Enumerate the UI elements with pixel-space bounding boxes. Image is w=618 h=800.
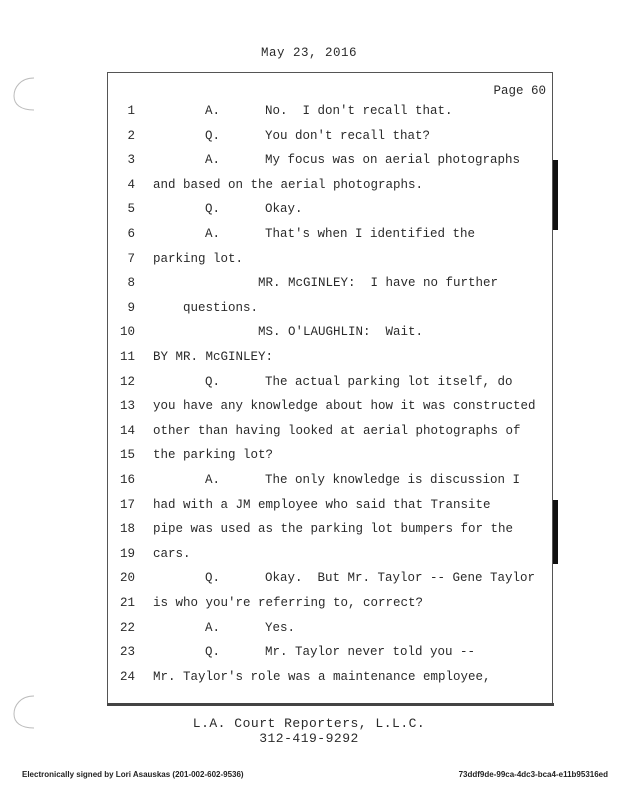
document-hash: 73ddf9de-99ca-4dc3-bca4-e11b95316ed bbox=[458, 770, 608, 779]
line-number: 15 bbox=[119, 448, 135, 463]
transcript-line bbox=[0, 473, 618, 493]
transcript-line bbox=[0, 424, 618, 444]
reporter-name: L.A. Court Reporters, L.L.C. bbox=[192, 716, 426, 731]
line-text: Q. Mr. Taylor never told you -- bbox=[205, 645, 476, 660]
line-number: 12 bbox=[119, 374, 135, 389]
line-number: 3 bbox=[127, 153, 135, 168]
transcript-line bbox=[0, 178, 618, 198]
transcript-line bbox=[0, 498, 618, 518]
line-number: 24 bbox=[119, 669, 135, 684]
line-number: 13 bbox=[119, 399, 135, 414]
line-number: 18 bbox=[119, 522, 135, 537]
line-number: 22 bbox=[119, 620, 135, 635]
line-text: BY MR. McGINLEY: bbox=[153, 350, 274, 364]
line-text: you have any knowledge about how it was constructed bbox=[153, 399, 536, 414]
line-text: A. My focus was on aerial photographs bbox=[205, 153, 521, 168]
transcript-line bbox=[0, 375, 618, 395]
line-number: 19 bbox=[119, 546, 135, 561]
transcript-line bbox=[0, 645, 618, 665]
reporter-phone: 312-419-9292 bbox=[259, 731, 359, 746]
line-number: 2 bbox=[127, 128, 135, 143]
transcript-line bbox=[0, 399, 618, 419]
line-number: 7 bbox=[127, 251, 135, 266]
line-text: Q. Okay. But Mr. Taylor -- Gene Taylor bbox=[205, 571, 536, 586]
transcript-line bbox=[0, 104, 618, 124]
line-text: Q. You don't recall that? bbox=[205, 128, 431, 143]
transcript-line bbox=[0, 227, 618, 247]
line-number: 6 bbox=[127, 227, 135, 241]
transcript-line bbox=[0, 350, 618, 370]
line-number: 1 bbox=[127, 104, 135, 118]
line-number: 20 bbox=[119, 571, 135, 586]
line-text: Q. The actual parking lot itself, do bbox=[205, 374, 513, 389]
transcript-line bbox=[0, 670, 618, 690]
line-text: had with a JM employee who said that Transite bbox=[153, 497, 491, 512]
transcript-line bbox=[0, 547, 618, 567]
line-text: cars. bbox=[153, 546, 191, 561]
line-number: 21 bbox=[119, 596, 135, 610]
transcript-line bbox=[0, 129, 618, 149]
transcript-line bbox=[0, 252, 618, 272]
line-number: 16 bbox=[119, 473, 135, 487]
line-number: 4 bbox=[127, 177, 135, 192]
line-number: 23 bbox=[119, 645, 135, 660]
transcript-line bbox=[0, 301, 618, 321]
line-text: Q. Okay. bbox=[205, 202, 303, 217]
transcript-line bbox=[0, 202, 618, 222]
line-text: the parking lot? bbox=[153, 448, 274, 463]
line-text: A. Yes. bbox=[205, 620, 296, 635]
line-text: other than having looked at aerial photographs of bbox=[153, 423, 521, 438]
frame-bottom-rule bbox=[107, 703, 554, 706]
line-text: questions. bbox=[183, 300, 259, 315]
line-number: 8 bbox=[127, 276, 135, 291]
line-number: 14 bbox=[119, 423, 135, 438]
line-text: A. The only knowledge is discussion I bbox=[205, 473, 521, 487]
line-text: and based on the aerial photographs. bbox=[153, 177, 424, 192]
transcript-date: May 23, 2016 bbox=[260, 46, 357, 60]
line-text: A. No. I don't recall that. bbox=[205, 104, 453, 118]
line-text: pipe was used as the parking lot bumpers for the bbox=[153, 522, 514, 537]
transcript-line bbox=[0, 276, 618, 296]
transcript-line bbox=[0, 571, 618, 591]
line-number: 11 bbox=[119, 350, 135, 364]
line-text: is who you're referring to, correct? bbox=[153, 596, 424, 610]
line-text: A. That's when I identified the bbox=[205, 227, 476, 241]
transcript-line bbox=[0, 448, 618, 468]
line-text: Mr. Taylor's role was a maintenance employee, bbox=[153, 669, 491, 684]
line-number: 5 bbox=[127, 202, 135, 217]
transcript-line bbox=[0, 153, 618, 173]
line-number: 17 bbox=[119, 497, 135, 512]
transcript-line bbox=[0, 522, 618, 542]
line-text: MR. McGINLEY: I have no further bbox=[258, 276, 499, 291]
line-number: 9 bbox=[127, 300, 135, 315]
transcript-line bbox=[0, 621, 618, 641]
electronic-signature: Electronically signed by Lori Asauskas (201-002-602-9536) bbox=[22, 770, 244, 779]
transcript-line bbox=[0, 596, 618, 616]
line-number: 10 bbox=[119, 325, 135, 340]
line-text: MS. O'LAUGHLIN: Wait. bbox=[258, 325, 424, 340]
line-text: parking lot. bbox=[153, 251, 244, 266]
transcript-line bbox=[0, 325, 618, 345]
page-number: Page 60 bbox=[493, 84, 546, 98]
